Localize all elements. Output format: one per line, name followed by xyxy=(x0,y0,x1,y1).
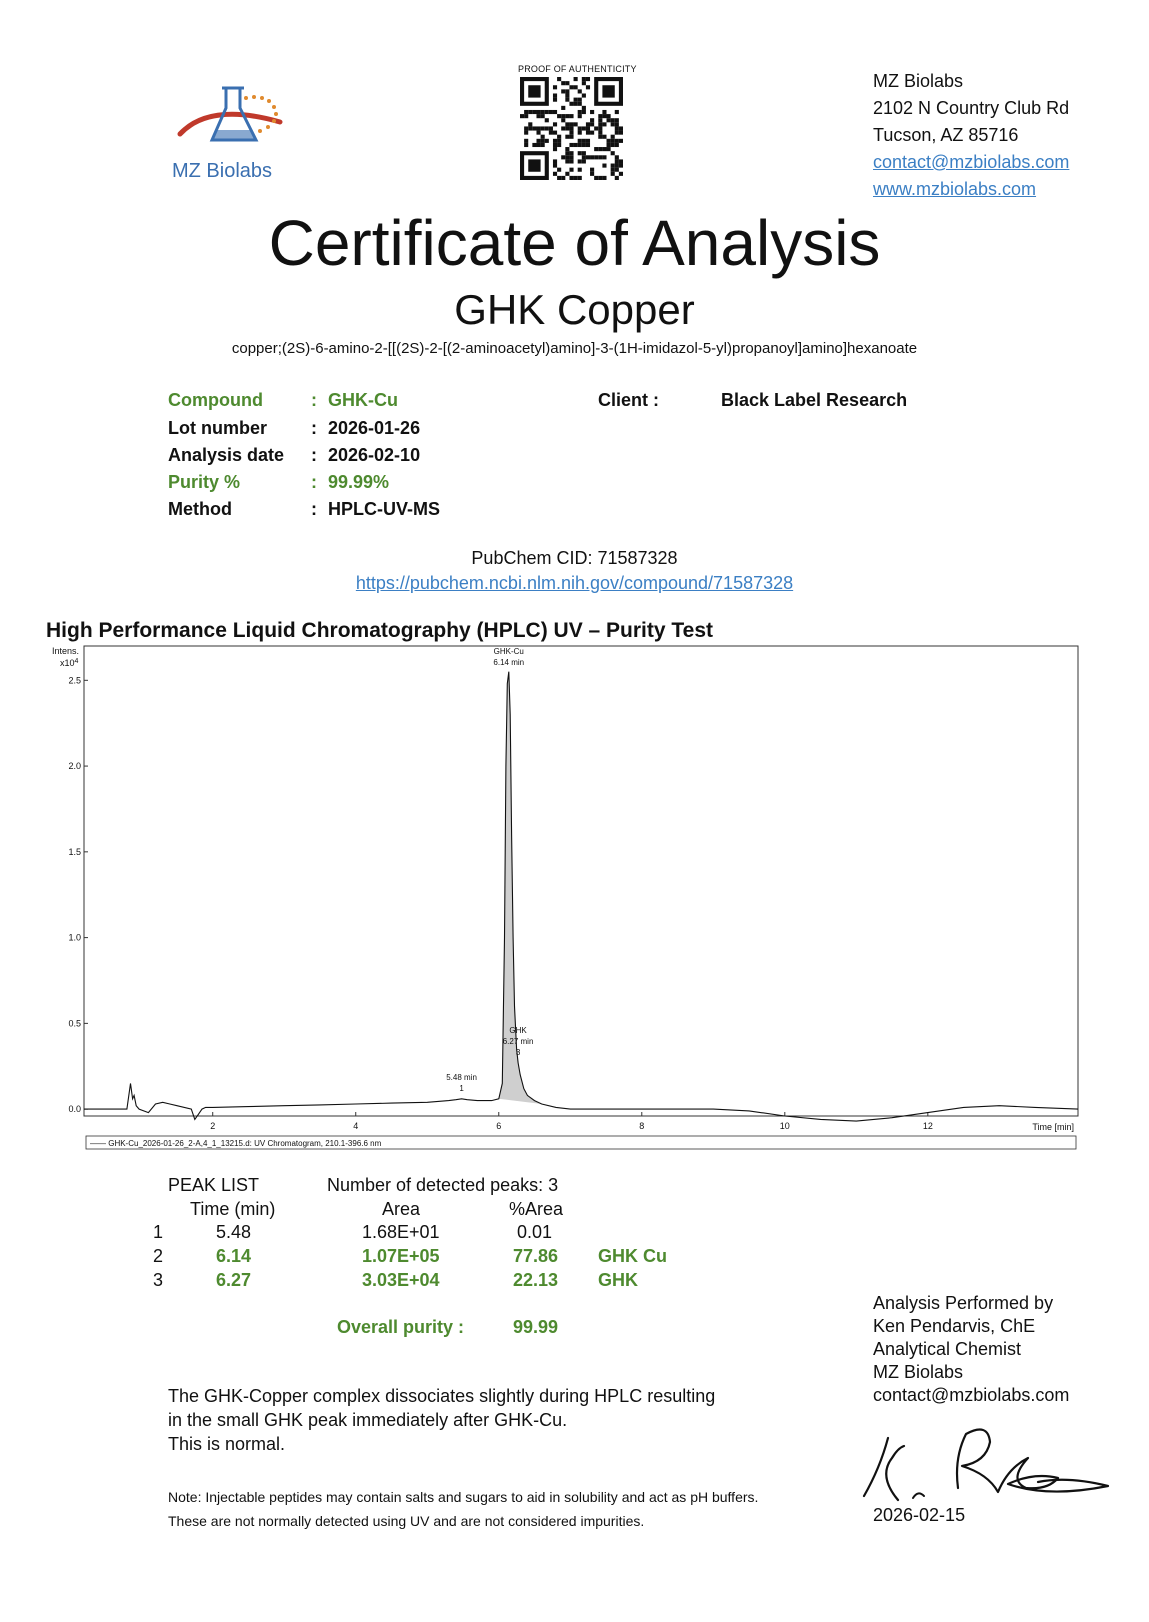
y-tick-label: 0.0 xyxy=(68,1104,81,1115)
lot-value: 2026-01-26 xyxy=(328,418,421,438)
lab-address xyxy=(873,68,1069,203)
pubchem-link[interactable]: https://pubchem.ncbi.nlm.nih.gov/compound/71587328 xyxy=(355,573,794,593)
peak-annotation: GHK xyxy=(509,1025,527,1035)
y-axis-label: Intens. xyxy=(52,646,80,656)
col-time: Time (min) xyxy=(190,1199,276,1219)
x-axis-label: Time [min] xyxy=(1032,1122,1074,1132)
overall-purity-value: 99.99 xyxy=(513,1317,559,1337)
peak-time: 5.48 xyxy=(216,1222,252,1242)
x-tick-label: 12 xyxy=(922,1121,933,1131)
injectable-note xyxy=(168,1485,758,1533)
peak-annotation: 1 xyxy=(459,1083,464,1093)
x-tick-label: 6 xyxy=(496,1121,502,1131)
separator: : xyxy=(311,418,317,438)
peak-name: GHK xyxy=(598,1270,638,1290)
performed-line: Analysis Performed by xyxy=(873,1293,1054,1313)
y-exponent: 4 xyxy=(74,658,79,665)
peak-area: 1.68E+01 xyxy=(362,1222,440,1242)
purity-value: 99.99% xyxy=(328,472,390,492)
separator: : xyxy=(311,499,317,519)
email-link[interactable]: contact@mzbiolabs.com xyxy=(873,152,1070,172)
performed-line: Ken Pendarvis, ChE xyxy=(873,1316,1036,1336)
address-line: MZ Biolabs xyxy=(873,71,964,91)
plot-frame xyxy=(84,646,1078,1116)
peak-area: 1.07E+05 xyxy=(362,1246,440,1266)
logo-text: MZ Biolabs xyxy=(172,160,273,182)
qr-label: PROOF OF AUTHENTICITY xyxy=(518,64,637,74)
performed-line: contact@mzbiolabs.com xyxy=(873,1385,1070,1405)
compound-value: GHK-Cu xyxy=(328,390,398,410)
note-line: This is normal. xyxy=(168,1434,286,1454)
peak-number: 1 xyxy=(153,1222,164,1242)
hplc-section-title: High Performance Liquid Chromatography (HPLC) UV – Purity Test xyxy=(46,619,714,642)
x-tick-label: 2 xyxy=(210,1121,216,1131)
peak-name: GHK Cu xyxy=(598,1246,667,1266)
y-multiplier: x10 xyxy=(60,658,75,668)
peak-time: 6.27 xyxy=(216,1270,252,1290)
pubchem-link-wrap xyxy=(0,573,1149,594)
address-line: 2102 N Country Club Rd xyxy=(873,98,1070,118)
product-subtitle: GHK Copper xyxy=(454,286,695,333)
compound-label: Compound xyxy=(168,390,263,410)
col-pct-area: %Area xyxy=(509,1199,564,1219)
performed-line: MZ Biolabs xyxy=(873,1362,964,1382)
peak-annotation: 6.27 min xyxy=(502,1036,534,1046)
page-title: Certificate of Analysis xyxy=(268,207,881,279)
y-tick-label: 2.5 xyxy=(68,675,81,686)
client-value: Black Label Research xyxy=(721,390,908,410)
separator: : xyxy=(311,390,317,410)
lot-label: Lot number xyxy=(168,418,267,438)
peak-count: Number of detected peaks: 3 xyxy=(327,1175,559,1195)
iupac-name: copper;(2S)-6-amino-2-[[(2S)-2-[(2-aminoacetyl)amino]-3-(1H-imidazol-5-yl)propanoyl]amino]hexanoate xyxy=(231,340,918,357)
note-line: These are not normally detected using UV and are not considered impurities. xyxy=(168,1513,645,1529)
note-line: Note: Injectable peptides may contain salts and sugars to aid in solubility and act as pH buffers. xyxy=(168,1489,759,1505)
analysis-performed-by xyxy=(873,1292,1069,1407)
address-line: Tucson, AZ 85716 xyxy=(873,125,1019,145)
note-line: The GHK-Copper complex dissociates slightly during HPLC resulting xyxy=(168,1386,716,1406)
peak-annotation: 5.48 min xyxy=(446,1072,477,1082)
peak-time: 6.14 xyxy=(216,1246,252,1266)
chromatogram-trace xyxy=(84,672,1078,1121)
peak-annotation: 3 xyxy=(515,1047,521,1057)
y-axis-multiplier xyxy=(60,658,79,668)
x-tick-label: 4 xyxy=(353,1121,359,1131)
note-line: in the small GHK peak immediately after GHK-Cu. xyxy=(168,1410,568,1430)
signature-date: 2026-02-15 xyxy=(873,1505,966,1525)
peak-annotation: GHK-Cu xyxy=(493,647,524,656)
method-label: Method xyxy=(168,499,232,519)
analysis-date-value: 2026-02-10 xyxy=(328,445,421,465)
y-tick-label: 1.5 xyxy=(68,846,81,857)
peak-number: 3 xyxy=(153,1270,164,1290)
x-tick-label: 10 xyxy=(779,1121,790,1131)
peak-number: 2 xyxy=(153,1246,164,1266)
hplc-chromatogram xyxy=(40,642,1080,1152)
x-tick-label: 8 xyxy=(639,1121,645,1131)
purity-label: Purity % xyxy=(168,472,241,492)
method-value: HPLC-UV-MS xyxy=(328,499,440,519)
peak-pct: 0.01 xyxy=(517,1222,553,1242)
separator: : xyxy=(311,445,317,465)
peak-pct: 22.13 xyxy=(513,1270,559,1290)
separator: : xyxy=(311,472,317,492)
performed-line: Analytical Chemist xyxy=(873,1339,1022,1359)
legend-text: —— GHK-Cu_2026-01-26_2-A,4_1_13215.d: UV Chromatogram, 210.1-396.6 nm xyxy=(90,1139,382,1148)
website-link[interactable]: www.mzbiolabs.com xyxy=(873,179,1037,199)
client-label: Client : xyxy=(598,390,659,410)
y-tick-label: 1.0 xyxy=(68,932,81,943)
peak-area: 3.03E+04 xyxy=(362,1270,440,1290)
overall-purity-label: Overall purity : xyxy=(337,1317,465,1337)
peak-pct: 77.86 xyxy=(513,1246,559,1266)
y-tick-label: 0.5 xyxy=(68,1018,81,1029)
col-area: Area xyxy=(382,1199,421,1219)
analysis-date-label: Analysis date xyxy=(168,445,285,465)
y-tick-label: 2.0 xyxy=(68,761,81,772)
dissociation-note xyxy=(168,1384,715,1456)
pubchem-cid: PubChem CID: 71587328 xyxy=(471,548,678,568)
qr-code-icon[interactable] xyxy=(520,77,623,180)
signature-image xyxy=(858,1418,1118,1508)
peak-annotation: 6.14 min xyxy=(493,658,525,667)
peak-list-title: PEAK LIST xyxy=(168,1175,260,1195)
